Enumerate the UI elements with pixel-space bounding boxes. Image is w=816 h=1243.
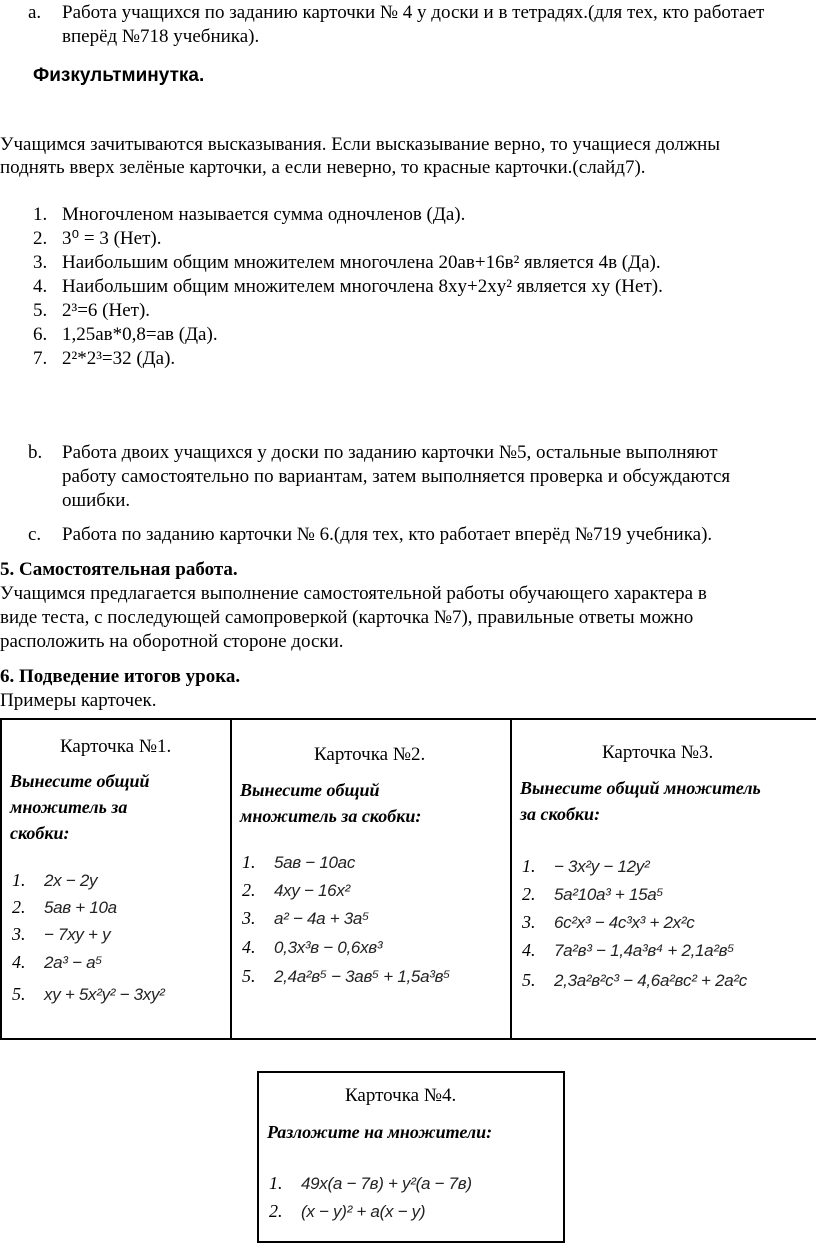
statement-number: 3. <box>33 252 48 273</box>
item-b-line: ошибки. <box>62 490 131 511</box>
item-a-marker: a. <box>28 2 42 23</box>
item-c-marker: c. <box>28 524 42 545</box>
card-item-formula: 5a²10a³ + 15a⁵ <box>554 885 664 904</box>
card-item <box>12 952 102 973</box>
card-item-formula: 2,3a²в²c³ − 4,6a²вc² + 2a²c <box>554 971 747 990</box>
section6-text: Примеры карточек. <box>0 690 157 711</box>
card-item <box>522 884 663 905</box>
card-item-number: 1. <box>12 870 26 890</box>
intro-line: Учащимся зачитываются высказывания. Если высказывание верно, то учащиеся должны <box>0 134 721 155</box>
card-4 <box>257 1071 565 1243</box>
card-item <box>522 970 747 991</box>
card-item-number: 3. <box>12 924 26 944</box>
card-task <box>520 775 761 827</box>
cards-table <box>0 718 816 1040</box>
statement-number: 2. <box>33 228 48 249</box>
card-item-number: 2. <box>242 880 256 900</box>
card-task <box>10 768 150 846</box>
card-item-number: 4. <box>242 937 256 957</box>
statement-text: 2²*2³=32 (Да). <box>62 348 176 369</box>
card-title: Карточка №1. <box>60 736 172 757</box>
section5-heading: 5. Самостоятельная работа. <box>0 559 238 580</box>
item-a-line: Работа учащихся по заданию карточки № 4 у доски и в тетрадях.(для тех, кто работает <box>62 2 765 23</box>
card-item-number: 5. <box>242 966 256 986</box>
card-title: Карточка №2. <box>314 744 426 765</box>
card-item-formula: 0,3x³в − 0,6xв³ <box>274 938 383 957</box>
card-item-formula: (x − y)² + a(x − y) <box>301 1202 426 1221</box>
card-title: Карточка №4. <box>345 1085 457 1106</box>
statement-text: 3⁰ = 3 (Нет). <box>62 228 162 249</box>
card-item-number: 2. <box>12 897 26 917</box>
card-item-number: 4. <box>12 952 26 972</box>
section5-line: виде теста, с последующей самопроверкой (карточка №7), правильные ответы можно <box>0 607 694 628</box>
card-item-formula: a² − 4a + 3a⁵ <box>274 909 369 928</box>
statement-number: 6. <box>33 324 48 345</box>
statement-text: Наибольшим общим множителем многочлена 8xy+2xy² является xy (Нет). <box>62 276 663 297</box>
intro-line: поднять вверх зелёные карточки, а если неверно, то красные карточки.(слайд7). <box>0 157 646 178</box>
card-item <box>522 856 649 877</box>
card-item-formula: − 3x²y − 12y² <box>554 857 650 876</box>
card-item <box>12 870 97 891</box>
section5-line: расположить на оборотной стороне доски. <box>0 631 344 652</box>
fizminutka-heading: Физкультминутка. <box>33 65 205 86</box>
card-item <box>12 897 117 918</box>
card-item <box>522 912 694 933</box>
statement-text: 2³=6 (Нет). <box>62 300 151 321</box>
item-b-marker: b. <box>28 442 43 463</box>
card-2 <box>230 720 510 1038</box>
card-item-number: 5. <box>522 970 536 990</box>
card-item <box>242 966 450 987</box>
statement-number: 5. <box>33 300 48 321</box>
card-task-line: Вынесите общий множитель <box>520 778 761 798</box>
section6-heading: 6. Подведение итогов урока. <box>0 666 241 687</box>
section5-line: Учащимся предлагается выполнение самостоятельной работы обучающего характера в <box>0 583 707 604</box>
card-1 <box>2 720 230 1038</box>
card-item <box>242 880 350 901</box>
card-task-line: множитель за скобки: <box>240 806 422 826</box>
card-item-formula: 49x(a − 7в) + y²(a − 7в) <box>301 1174 472 1193</box>
card-task <box>240 777 421 829</box>
card-item-number: 5. <box>12 984 26 1004</box>
item-b-line: работу самостоятельно по вариантам, затем выполняется проверка и обсуждаются <box>62 466 731 487</box>
statement-number: 4. <box>33 276 48 297</box>
card-item-formula: − 7xy + y <box>44 925 111 944</box>
card-3 <box>510 720 816 1038</box>
statement-text: 1,25ав*0,8=ав (Да). <box>62 324 218 345</box>
card-task-line: Вынесите общий <box>240 780 380 800</box>
card-item-number: 1. <box>269 1173 283 1193</box>
statement-number: 7. <box>33 348 48 369</box>
card-item <box>269 1173 472 1194</box>
card-item <box>242 937 382 958</box>
card-item-formula: 6c²x³ − 4c³x³ + 2x²c <box>554 913 695 932</box>
card-item-number: 3. <box>522 912 536 932</box>
statement-text: Наибольшим общим множителем многочлена 20ав+16в² является 4в (Да). <box>62 252 661 273</box>
card-task-line: Вынесите общий <box>10 771 150 791</box>
card-item-formula: 5ав + 10a <box>44 898 117 917</box>
item-b-line: Работа двоих учащихся у доски по заданию карточки №5, остальные выполняют <box>62 442 718 463</box>
card-item-formula: 4xy − 16x² <box>274 881 350 900</box>
card-item <box>12 984 165 1005</box>
item-c-line: Работа по заданию карточки № 6.(для тех, кто работает вперёд №719 учебника). <box>62 524 713 545</box>
card-item-formula: 2x − 2y <box>44 871 98 890</box>
card-task-line: скобки: <box>10 823 70 843</box>
card-item-number: 1. <box>522 856 536 876</box>
card-item <box>242 852 355 873</box>
card-task-line: Разложите на множители: <box>267 1122 493 1142</box>
card-item-number: 3. <box>242 908 256 928</box>
card-task-line: множитель за <box>10 797 128 817</box>
card-item <box>522 940 734 961</box>
card-item-formula: 2,4a²в⁵ − 3aв⁵ + 1,5a³в⁵ <box>274 967 451 986</box>
card-item-formula: 5aв − 10ac <box>274 853 356 872</box>
card-item-number: 2. <box>522 884 536 904</box>
item-a-line: вперёд №718 учебника). <box>62 26 260 47</box>
card-item <box>269 1201 425 1222</box>
card-item-formula: xy + 5x²y² − 3xy² <box>44 985 165 1004</box>
statement-text: Многочленом называется сумма одночленов (Да). <box>62 204 466 225</box>
card-title: Карточка №3. <box>602 742 714 763</box>
card-item-number: 4. <box>522 940 536 960</box>
card-task-line: за скобки: <box>520 804 601 824</box>
card-item-formula: 2a³ − a⁵ <box>44 953 103 972</box>
statement-number: 1. <box>33 204 48 225</box>
card-item-number: 1. <box>242 852 256 872</box>
card-item <box>242 908 369 929</box>
card-item-number: 2. <box>269 1201 283 1221</box>
card-item <box>12 924 110 945</box>
card-item-formula: 7a²в³ − 1,4a³в⁴ + 2,1a²в⁵ <box>554 941 735 960</box>
card-task <box>267 1119 492 1145</box>
